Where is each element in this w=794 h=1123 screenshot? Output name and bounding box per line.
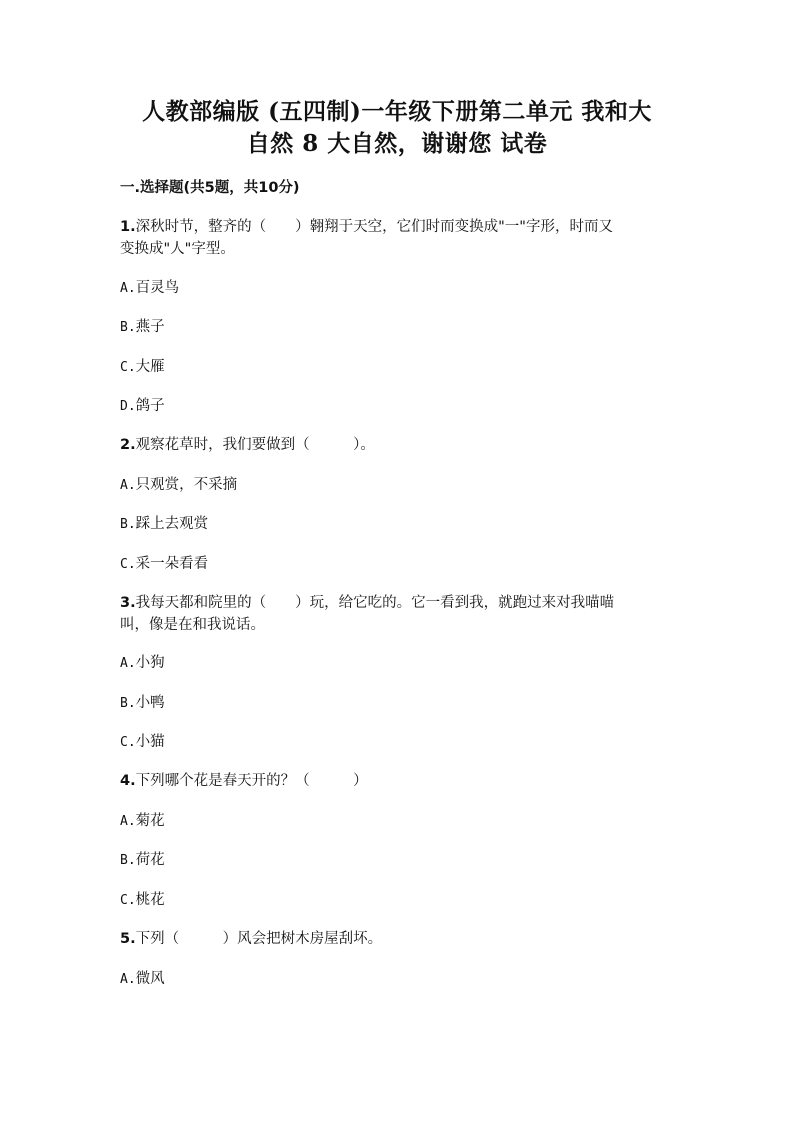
option-letter: B. xyxy=(120,853,136,868)
question-1-option-b xyxy=(120,316,165,339)
document-title-line-1: 人教部编版 (五四制)一年级下册第二单元 我和大 xyxy=(142,98,652,125)
option-text: 鸽子 xyxy=(135,398,165,414)
option-text: 采一朵看看 xyxy=(135,556,209,572)
option-text: 微风 xyxy=(135,971,165,987)
question-5-text: 下列（ ）风会把树木房屋刮坏。 xyxy=(135,931,383,947)
option-text: 小狗 xyxy=(135,655,165,671)
question-1-option-d xyxy=(120,395,165,418)
question-5-number: 5. xyxy=(120,931,136,947)
option-text: 桃花 xyxy=(135,892,165,908)
question-1-line-1 xyxy=(120,216,613,238)
option-letter: C. xyxy=(120,893,136,908)
option-text: 大雁 xyxy=(135,359,165,375)
question-2-number: 2. xyxy=(120,437,136,453)
question-2-text: 观察花草时，我们要做到（ ）。 xyxy=(135,437,375,453)
option-text: 只观赏，不采摘 xyxy=(135,477,238,493)
question-3-text: 我每天都和院里的（ ）玩，给它吃的。它一看到我，就跑过来对我喵喵 xyxy=(135,595,615,611)
question-4-line-1 xyxy=(120,770,368,792)
question-4-option-a xyxy=(120,810,165,833)
option-letter: A. xyxy=(120,972,136,987)
section-heading: 一.选择题(共5题，共10分) xyxy=(120,180,300,196)
option-letter: D. xyxy=(120,399,136,414)
option-text: 燕子 xyxy=(135,319,165,335)
option-letter: B. xyxy=(120,696,136,711)
question-2-option-b xyxy=(120,513,208,536)
question-4-number: 4. xyxy=(120,773,136,789)
question-3-option-b xyxy=(120,692,165,715)
option-letter: C. xyxy=(120,735,136,750)
option-letter: C. xyxy=(120,557,136,572)
question-3-option-a xyxy=(120,652,165,675)
question-1-line-2: 变换成"人"字型。 xyxy=(120,241,235,257)
question-4-option-b xyxy=(120,849,165,872)
option-letter: A. xyxy=(120,814,136,829)
option-letter: C. xyxy=(120,360,136,375)
option-letter: B. xyxy=(120,320,136,335)
question-2-option-a xyxy=(120,474,237,497)
option-letter: A. xyxy=(120,281,136,296)
question-1-text: 深秋时节，整齐的（ ）翱翔于天空，它们时而变换成"一"字形，时而又 xyxy=(135,219,613,235)
question-3-option-c xyxy=(120,731,165,754)
question-4-option-c xyxy=(120,889,165,912)
option-text: 菊花 xyxy=(135,813,165,829)
question-1-option-c xyxy=(120,356,165,379)
question-3-line-1 xyxy=(120,592,614,614)
option-text: 荷花 xyxy=(135,852,165,868)
question-3-number: 3. xyxy=(120,595,136,611)
question-5-option-a xyxy=(120,968,165,991)
document-title-line-2: 自然 8 大自然，谢谢您 试卷 xyxy=(246,130,548,157)
question-2-line-1 xyxy=(120,434,375,456)
option-text: 百灵鸟 xyxy=(135,280,180,296)
question-3-line-2: 叫，像是在和我说话。 xyxy=(120,617,265,633)
question-4-text: 下列哪个花是春天开的？（ ） xyxy=(135,773,368,789)
option-letter: A. xyxy=(120,656,136,671)
option-letter: A. xyxy=(120,478,136,493)
option-text: 小鸭 xyxy=(135,695,165,711)
option-text: 踩上去观赏 xyxy=(135,516,209,532)
option-text: 小猫 xyxy=(135,734,165,750)
question-5-line-1 xyxy=(120,928,382,950)
question-1-number: 1. xyxy=(120,219,136,235)
option-letter: B. xyxy=(120,517,136,532)
question-1-option-a xyxy=(120,277,179,300)
question-2-option-c xyxy=(120,553,208,576)
